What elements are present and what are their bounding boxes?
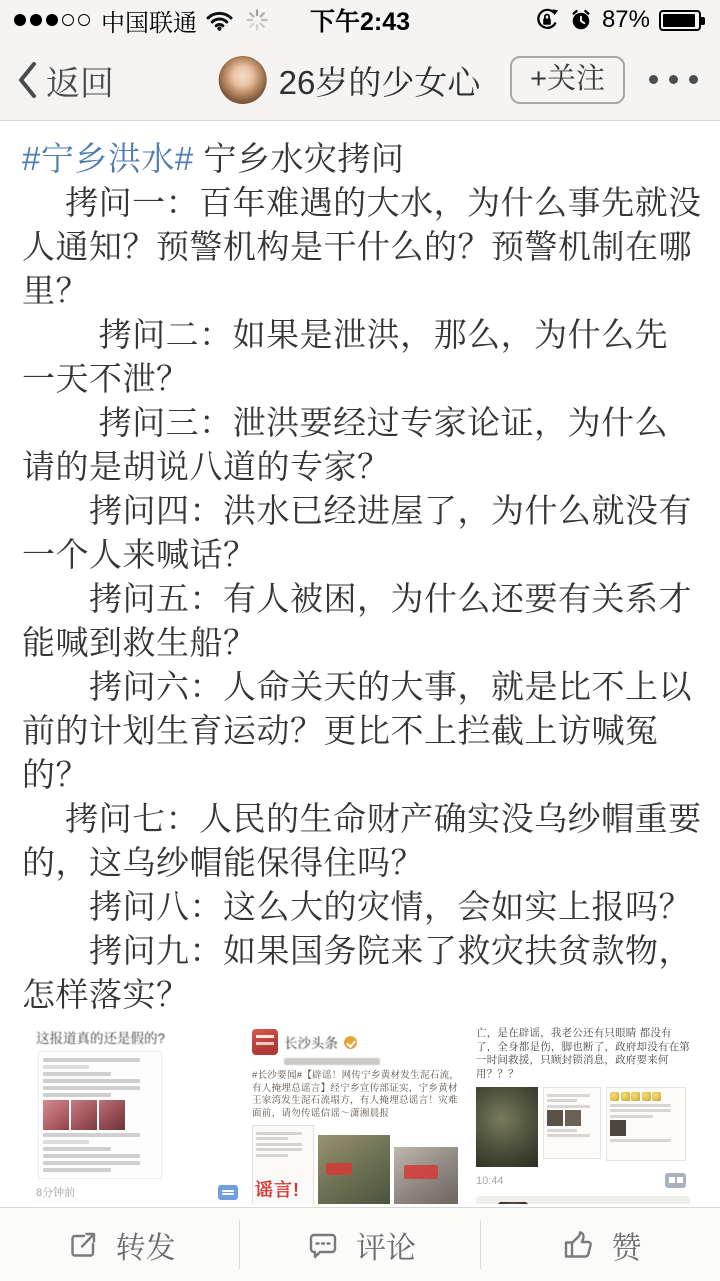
post-line: 请的是胡说八道的专家？ (22, 448, 391, 485)
verified-badge-icon (344, 1036, 357, 1049)
post-line: 的，这乌纱帽能保得住吗？ (22, 844, 424, 881)
thumb1-comment (36, 1203, 240, 1204)
post-line: 前的计划生育运动？更比不上拦截上访喊冤 (22, 712, 659, 749)
thumb3-mini-screenshot (606, 1087, 686, 1161)
thumb3-photo (476, 1087, 538, 1167)
post-title-text: 宁乡水灾拷问 (193, 140, 405, 177)
thumbs-up-icon (559, 1226, 597, 1264)
clock-label: 下午2:43 (309, 8, 411, 36)
back-chevron-icon (16, 60, 38, 100)
post-line: 一个人来喊话？ (22, 536, 257, 573)
wifi-icon (206, 10, 233, 31)
thumb1-title-text: 这报道真的还是假的? (36, 1031, 166, 1046)
post-line: 拷问七：人民的生命财产确实没乌纱帽重要 (22, 800, 702, 837)
post-line: 拷问九：如果国务院来了救灾扶贫款物， (22, 932, 692, 969)
post-line: 拷问五：有人被困，为什么还要有关系才 (22, 580, 692, 617)
thumb2-rumor-document (252, 1125, 314, 1204)
profile-header[interactable] (219, 56, 481, 104)
attached-image-2[interactable] (252, 1025, 464, 1204)
attached-image-3[interactable] (476, 1025, 690, 1204)
thumb1-embedded-screenshot (38, 1051, 162, 1179)
post-title-line (22, 137, 698, 181)
comment-count-badge-icon (218, 1185, 238, 1200)
back-button[interactable] (0, 56, 114, 105)
like-label: 赞 (611, 1231, 642, 1265)
status-bar (0, 0, 720, 40)
more-options-button[interactable] (647, 69, 700, 90)
nav-bar (0, 40, 720, 121)
thumb3-timestamp: 10:44 (476, 1174, 504, 1187)
carrier-label: 中国联通 (101, 9, 197, 37)
thumb2-photo (394, 1147, 458, 1204)
user-name-label: 26岁的少女心 (278, 63, 481, 101)
thumb2-body-text: #长沙要闻#【辟谣！网传宁乡黄材发生泥石流，有人掩埋总谣言】经宁乡宣传部证实，宁乡黄材王家湾发生泥石流塌方，有人掩埋总谣言！灾难面前，请勿传谣信谣～潇湘晨报 (252, 1070, 460, 1119)
post-line: 一天不泄？ (22, 360, 190, 397)
thumb1-timestamp: 8分钟前 (36, 1187, 76, 1199)
hashtag-link[interactable]: #宁乡洪水# (22, 140, 194, 177)
chat-avatar (498, 1202, 528, 1204)
thumb2-meta-line (284, 1058, 380, 1065)
orientation-lock-icon (534, 7, 560, 33)
repost-label: 转发 (115, 1231, 176, 1265)
post-line: 能喊到救生船？ (22, 624, 257, 661)
post-line: 拷问三：泄洪要经过专家论证，为什么 (22, 404, 669, 441)
thumb2-photo (318, 1135, 390, 1204)
post-line: 的？ (22, 756, 89, 793)
repost-icon (64, 1226, 102, 1264)
post-line: 里？ (22, 272, 89, 309)
post-line: 拷问一：百年难遇的大水，为什么事先就没 (22, 184, 702, 221)
post-line: 拷问二：如果是泄洪，那么，为什么先 (22, 316, 669, 353)
post-text (0, 121, 720, 1017)
network-activity-spinner-icon (246, 9, 268, 31)
post-content (0, 121, 720, 1207)
repost-button[interactable] (0, 1208, 239, 1281)
thumb3-chat-message (476, 1196, 690, 1204)
comment-label: 评论 (355, 1231, 416, 1265)
post-line: 拷问八：这么大的灾情，会如实上报吗？ (22, 888, 692, 925)
thumb2-source-logo (252, 1029, 278, 1055)
post-line: 拷问六：人命关天的大事，就是比不上以 (22, 668, 692, 705)
like-button[interactable] (481, 1208, 720, 1281)
signal-strength-icon (14, 14, 90, 26)
thumb3-top-text: 亡，是在辟谣，我老公还有只眼睛 都没有了，全身都是伤，脚也断了，政府却没有在第一时间救援，只顾封锁消息，政府要来何用？？？ (476, 1027, 690, 1080)
comment-button[interactable] (240, 1208, 479, 1281)
post-line: 拷问四：洪水已经进屋了，为什么就没有 (22, 492, 692, 529)
action-toolbar (0, 1207, 720, 1281)
user-avatar[interactable] (219, 56, 267, 104)
follow-button[interactable]: +关注 (510, 56, 625, 104)
alarm-clock-icon (569, 8, 593, 32)
chat-sender-name (533, 1202, 555, 1204)
post-line: 怎样落实？ (22, 976, 190, 1013)
back-label: 返回 (46, 64, 114, 103)
thumb3-mini-screenshot (543, 1087, 601, 1159)
attached-images-row (0, 1017, 720, 1204)
post-line: 人通知？预警机构是干什么的？预警机制在哪 (22, 228, 692, 265)
expand-badge-icon (665, 1173, 686, 1188)
battery-icon (659, 10, 701, 31)
battery-percent-label: 87% (601, 6, 650, 33)
thumb2-source-name: 长沙头条 (284, 1036, 338, 1051)
attached-image-1[interactable] (34, 1025, 240, 1204)
comment-icon (304, 1226, 342, 1264)
rumor-stamp-text: 谣言! (255, 1180, 300, 1200)
